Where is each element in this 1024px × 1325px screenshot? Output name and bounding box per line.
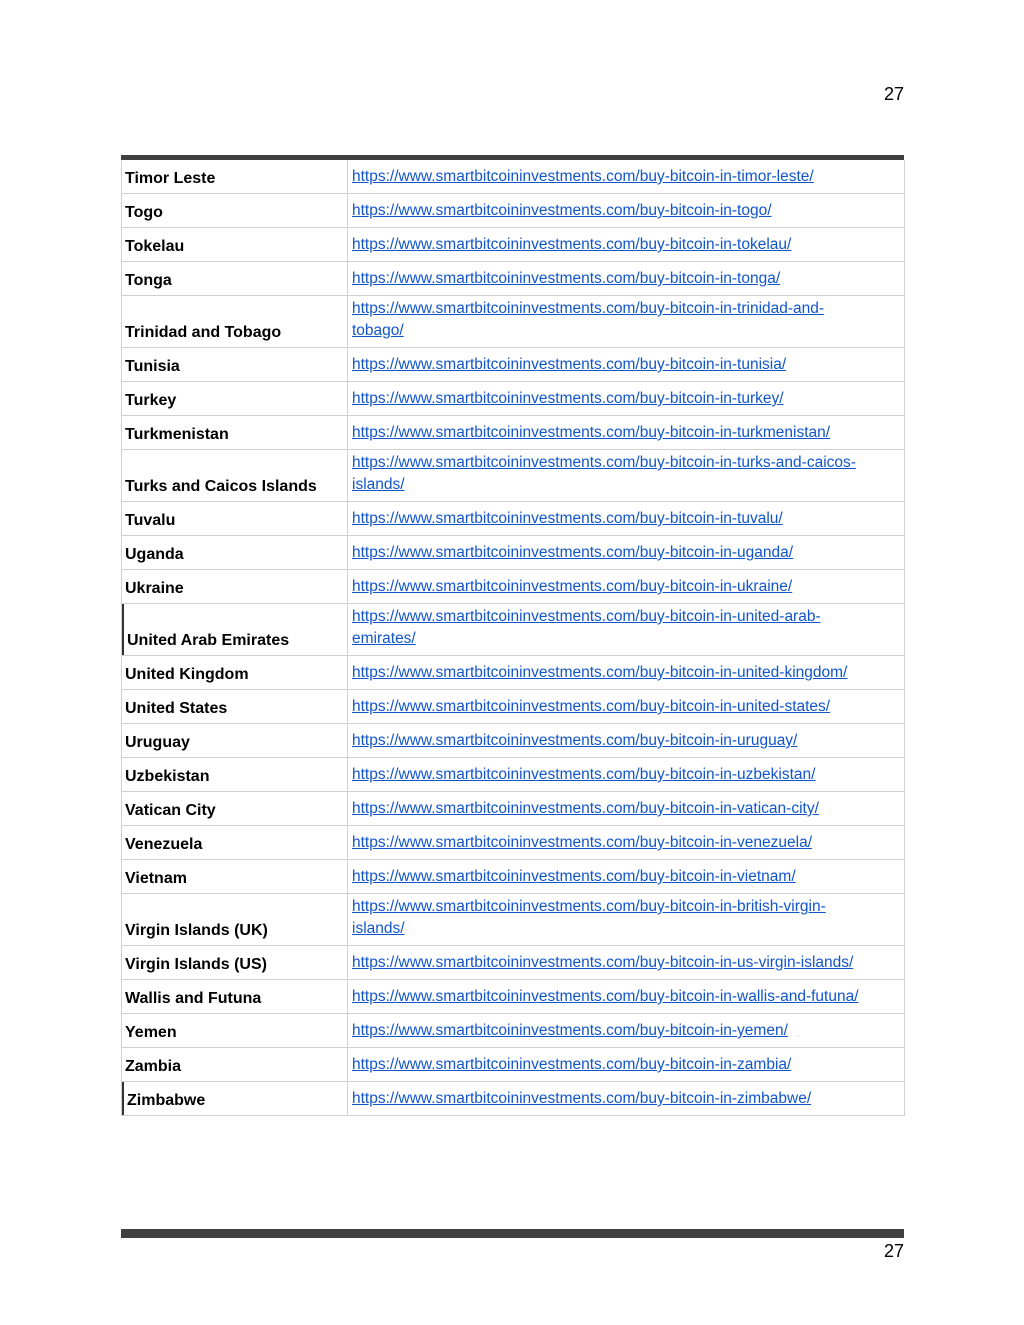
country-name: Virgin Islands (US) bbox=[122, 946, 348, 979]
table-row bbox=[122, 1048, 905, 1082]
table-row bbox=[122, 296, 905, 348]
table-row bbox=[122, 724, 905, 758]
table-row bbox=[122, 690, 905, 724]
table-row bbox=[122, 656, 905, 690]
country-name: Venezuela bbox=[122, 826, 348, 859]
country-name: Timor Leste bbox=[122, 160, 348, 193]
country-link[interactable]: https://www.smartbitcoininvestments.com/buy-bitcoin-in-zimbabwe/ bbox=[352, 1090, 812, 1107]
country-name: Wallis and Futuna bbox=[122, 980, 348, 1013]
table-row bbox=[122, 894, 905, 946]
page-number-bottom: 27 bbox=[883, 1241, 904, 1261]
country-link[interactable]: https://www.smartbitcoininvestments.com/buy-bitcoin-in-trinidad-and- tobago/ bbox=[352, 300, 825, 339]
country-link[interactable]: https://www.smartbitcoininvestments.com/buy-bitcoin-in-togo/ bbox=[352, 202, 772, 219]
table-row bbox=[122, 792, 905, 826]
country-link[interactable]: https://www.smartbitcoininvestments.com/buy-bitcoin-in-turkey/ bbox=[352, 390, 784, 407]
table-row bbox=[122, 450, 905, 502]
table-row bbox=[122, 262, 905, 296]
table-row bbox=[122, 348, 905, 382]
country-name: Tonga bbox=[122, 262, 348, 295]
country-name: Zambia bbox=[122, 1048, 348, 1081]
bottom-divider-bar bbox=[121, 1229, 904, 1238]
country-name: United States bbox=[122, 690, 348, 723]
country-name: Uzbekistan bbox=[122, 758, 348, 791]
country-link[interactable]: https://www.smartbitcoininvestments.com/buy-bitcoin-in-vietnam/ bbox=[352, 868, 796, 885]
country-name: Turks and Caicos Islands bbox=[122, 450, 348, 501]
country-link[interactable]: https://www.smartbitcoininvestments.com/buy-bitcoin-in-uzbekistan/ bbox=[352, 766, 816, 783]
table-row bbox=[122, 1014, 905, 1048]
table-row bbox=[122, 604, 905, 656]
table-row bbox=[122, 570, 905, 604]
country-name: Turkey bbox=[122, 382, 348, 415]
table-row bbox=[122, 758, 905, 792]
country-name: Turkmenistan bbox=[122, 416, 348, 449]
country-link[interactable]: https://www.smartbitcoininvestments.com/buy-bitcoin-in-uganda/ bbox=[352, 544, 794, 561]
country-name: Virgin Islands (UK) bbox=[122, 894, 348, 945]
country-link[interactable]: https://www.smartbitcoininvestments.com/buy-bitcoin-in-wallis-and-futuna/ bbox=[352, 988, 859, 1005]
country-link[interactable]: https://www.smartbitcoininvestments.com/buy-bitcoin-in-united-states/ bbox=[352, 698, 831, 715]
country-link[interactable]: https://www.smartbitcoininvestments.com/buy-bitcoin-in-us-virgin-islands/ bbox=[352, 954, 854, 971]
table-row bbox=[122, 160, 905, 194]
country-name: Togo bbox=[122, 194, 348, 227]
country-name: Yemen bbox=[122, 1014, 348, 1047]
country-name: Ukraine bbox=[122, 570, 348, 603]
table-row bbox=[122, 416, 905, 450]
country-link[interactable]: https://www.smartbitcoininvestments.com/buy-bitcoin-in-british-virgin- islands/ bbox=[352, 898, 826, 937]
country-link-table bbox=[121, 160, 905, 1116]
country-name: Tokelau bbox=[122, 228, 348, 261]
page-number-top: 27 bbox=[883, 84, 904, 104]
country-link[interactable]: https://www.smartbitcoininvestments.com/buy-bitcoin-in-venezuela/ bbox=[352, 834, 813, 851]
table-row bbox=[122, 826, 905, 860]
country-link[interactable]: https://www.smartbitcoininvestments.com/buy-bitcoin-in-vatican-city/ bbox=[352, 800, 819, 817]
table-row bbox=[122, 536, 905, 570]
country-link[interactable]: https://www.smartbitcoininvestments.com/buy-bitcoin-in-timor-leste/ bbox=[352, 168, 814, 185]
country-link[interactable]: https://www.smartbitcoininvestments.com/buy-bitcoin-in-turkmenistan/ bbox=[352, 424, 831, 441]
country-link[interactable]: https://www.smartbitcoininvestments.com/buy-bitcoin-in-tuvalu/ bbox=[352, 510, 783, 527]
table-row bbox=[122, 382, 905, 416]
country-name: United Kingdom bbox=[122, 656, 348, 689]
table-row bbox=[122, 228, 905, 262]
country-name: United Arab Emirates bbox=[122, 604, 348, 655]
country-link[interactable]: https://www.smartbitcoininvestments.com/buy-bitcoin-in-zambia/ bbox=[352, 1056, 792, 1073]
country-link[interactable]: https://www.smartbitcoininvestments.com/buy-bitcoin-in-united-kingdom/ bbox=[352, 664, 848, 681]
table-row bbox=[122, 860, 905, 894]
country-name: Vatican City bbox=[122, 792, 348, 825]
country-link[interactable]: https://www.smartbitcoininvestments.com/buy-bitcoin-in-turks-and-caicos- islands/ bbox=[352, 454, 856, 493]
country-name: Tuvalu bbox=[122, 502, 348, 535]
country-link[interactable]: https://www.smartbitcoininvestments.com/buy-bitcoin-in-tonga/ bbox=[352, 270, 781, 287]
country-name: Zimbabwe bbox=[122, 1082, 348, 1115]
table-row bbox=[122, 946, 905, 980]
country-name: Uruguay bbox=[122, 724, 348, 757]
table-row bbox=[122, 194, 905, 228]
country-link[interactable]: https://www.smartbitcoininvestments.com/buy-bitcoin-in-tokelau/ bbox=[352, 236, 792, 253]
table-row bbox=[122, 1082, 905, 1116]
country-link[interactable]: https://www.smartbitcoininvestments.com/buy-bitcoin-in-tunisia/ bbox=[352, 356, 787, 373]
country-link[interactable]: https://www.smartbitcoininvestments.com/buy-bitcoin-in-ukraine/ bbox=[352, 578, 793, 595]
country-link[interactable]: https://www.smartbitcoininvestments.com/buy-bitcoin-in-yemen/ bbox=[352, 1022, 788, 1039]
country-name: Vietnam bbox=[122, 860, 348, 893]
country-name: Trinidad and Tobago bbox=[122, 296, 348, 347]
country-link[interactable]: https://www.smartbitcoininvestments.com/buy-bitcoin-in-uruguay/ bbox=[352, 732, 798, 749]
country-name: Uganda bbox=[122, 536, 348, 569]
country-link[interactable]: https://www.smartbitcoininvestments.com/buy-bitcoin-in-united-arab- emirates/ bbox=[352, 608, 821, 647]
table-row bbox=[122, 502, 905, 536]
table-row bbox=[122, 980, 905, 1014]
country-name: Tunisia bbox=[122, 348, 348, 381]
